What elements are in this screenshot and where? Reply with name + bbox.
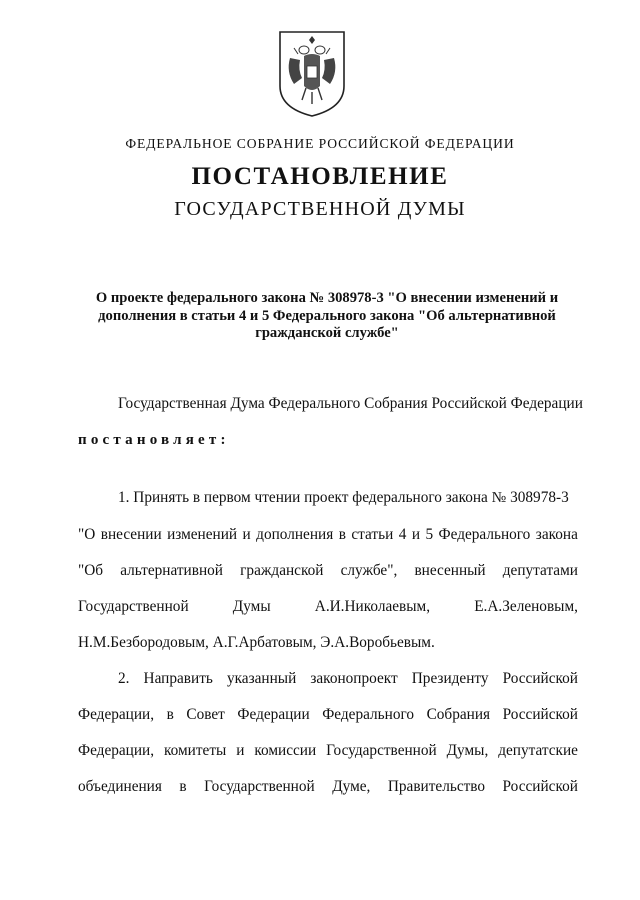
subject-line: дополнения в статьи 4 и 5 Федерального закона "Об альтернативной [98, 307, 556, 324]
subject-line: гражданской службе" [255, 325, 399, 341]
document-subtitle: ГОСУДАРСТВЕННОЙ ДУМЫ [174, 198, 466, 220]
paragraph-line: Федерации, в Совет Федерации Федерального Собрания Российской [78, 706, 578, 723]
preamble: Государственная Дума Федерального Собрания Российской Федерации [118, 395, 583, 412]
paragraph-line: Федерации, комитеты и комиссии Государственной Думы, депутатские [78, 742, 578, 759]
document-subject [84, 290, 570, 343]
paragraph-line: "Об альтернативной гражданской службе", внесенный депутатами [78, 562, 578, 579]
organization-name: ФЕДЕРАЛЬНОЕ СОБРАНИЕ РОССИЙСКОЙ ФЕДЕРАЦИИ [125, 136, 515, 151]
russian-coat-of-arms-icon [276, 28, 348, 118]
paragraph-line: 2. Направить указанный законопроект Президенту Российской [118, 670, 578, 687]
paragraph-line: Н.М.Безбородовым, А.Г.Арбатовым, Э.А.Воробьевым. [78, 634, 435, 651]
paragraph-line: Государственной Думы А.И.Николаевым, Е.А.Зеленовым, [78, 598, 578, 615]
paragraph-line: 1. Принять в первом чтении проект федерального закона № 308978-3 [118, 489, 569, 506]
subject-line: О проекте федерального закона № 308978-3 "О внесении изменений и [95, 290, 559, 306]
document-title: ПОСТАНОВЛЕНИЕ [191, 163, 449, 190]
paragraph-line: объединения в Государственной Думе, Правительство Российской [78, 778, 578, 795]
decree-word: постановляет: [78, 432, 230, 448]
paragraph-line: "О внесении изменений и дополнения в статьи 4 и 5 Федерального закона [78, 526, 578, 543]
